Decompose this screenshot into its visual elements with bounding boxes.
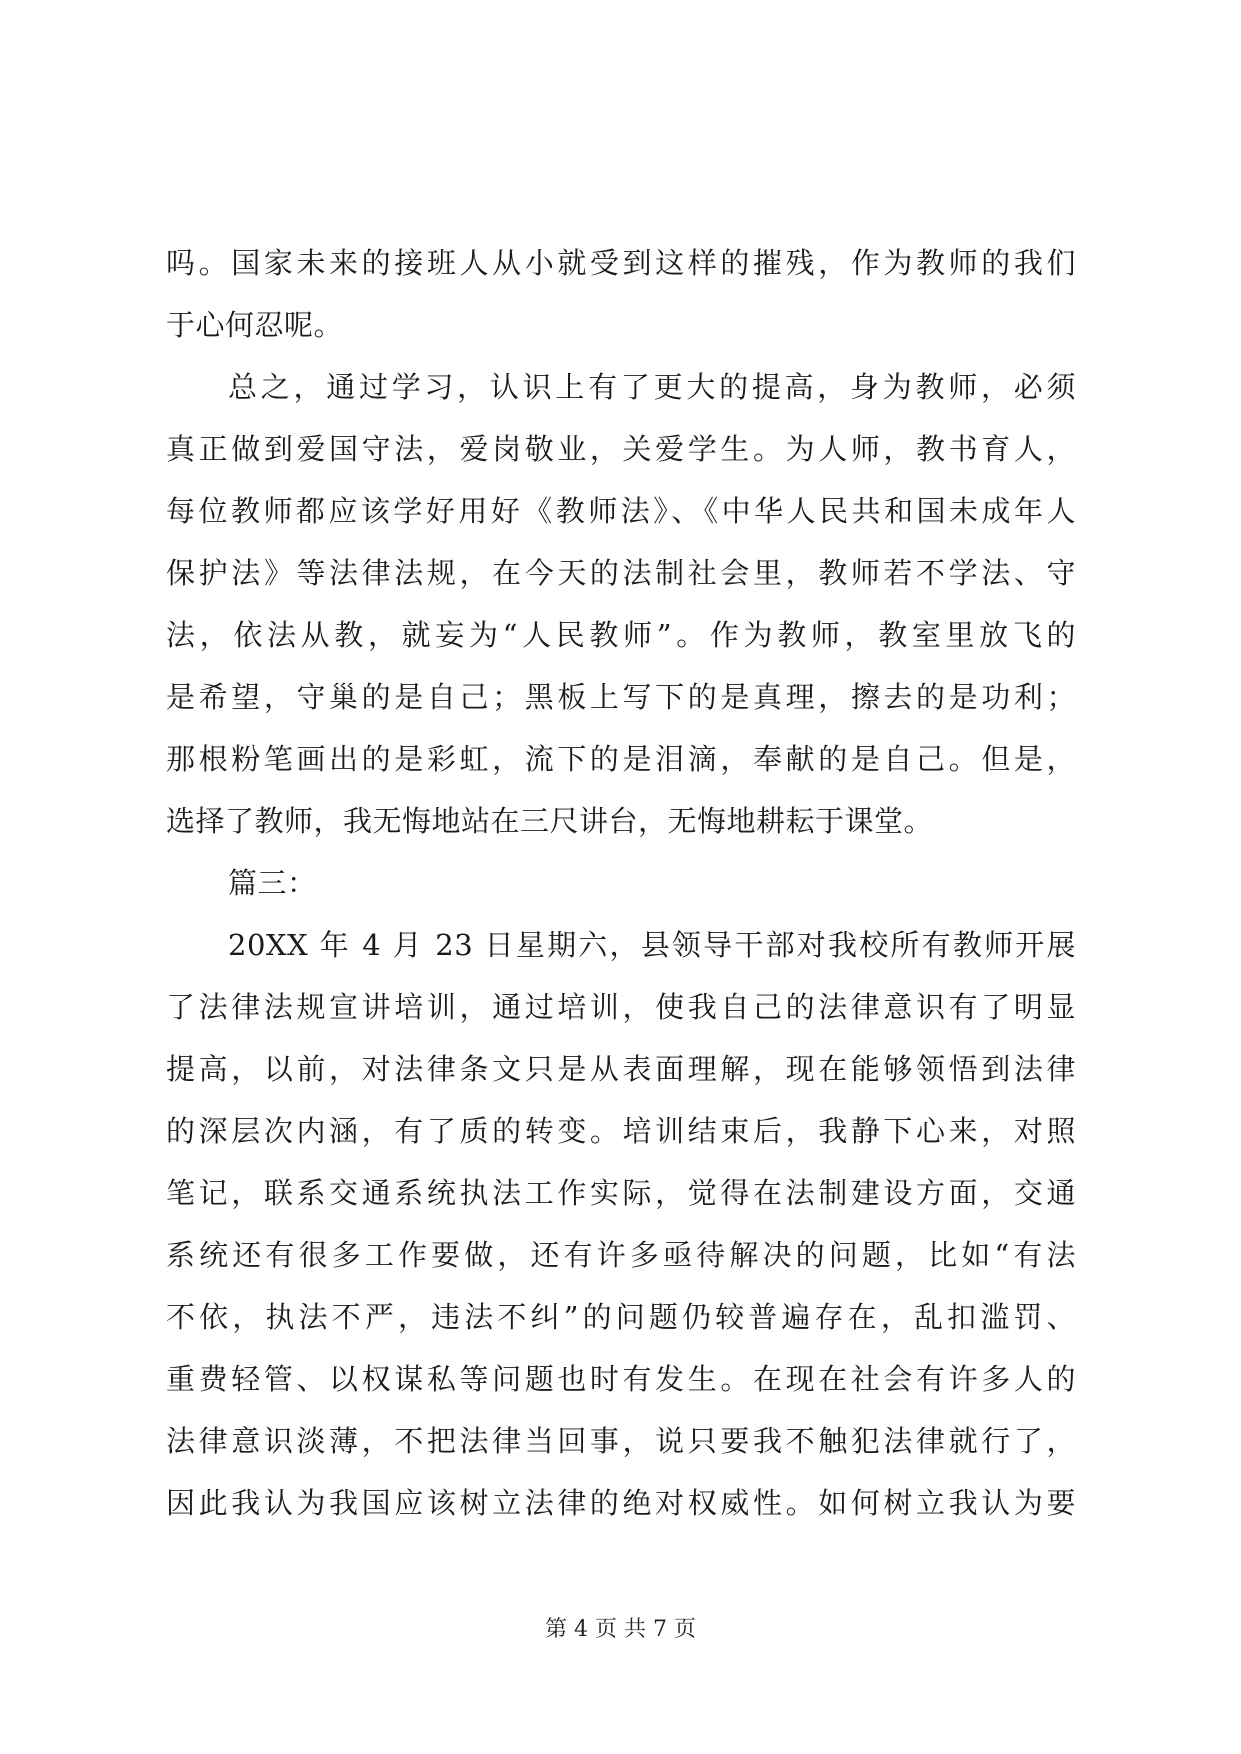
text-line: 是希望，守巢的是自己；黑板上写下的是真理，擦去的是功利； xyxy=(166,680,1076,714)
page-footer: 第 4 页 共 7 页 xyxy=(545,1617,696,1642)
text-line: 因此我认为我国应该树立法律的绝对权威性。如何树立我认为要 xyxy=(166,1486,1076,1520)
text-line: 篇三： xyxy=(228,866,317,900)
text-line: 20XX 年 4 月 23 日星期六，县领导干部对我校所有教师开展 xyxy=(228,928,1076,962)
text-line: 保护法》等法律法规，在今天的法制社会里，教师若不学法、守 xyxy=(166,556,1076,590)
text-line: 于心何忍呢。 xyxy=(166,308,344,342)
text-line: 系统还有很多工作要做，还有许多亟待解决的问题，比如“有法 xyxy=(166,1238,1076,1272)
text-line: 选择了教师，我无悔地站在三尺讲台，无悔地耕耘于课堂。 xyxy=(166,804,934,838)
text-line: 不依，执法不严，违法不纠”的问题仍较普遍存在，乱扣滥罚、 xyxy=(166,1300,1076,1334)
text-line: 总之，通过学习，认识上有了更大的提高，身为教师，必须 xyxy=(228,370,1076,404)
text-line: 每位教师都应该学好用好《教师法》、《中华人民共和国未成年人 xyxy=(166,494,1076,528)
text-line: 吗。国家未来的接班人从小就受到这样的摧残，作为教师的我们 xyxy=(166,246,1076,280)
text-line: 笔记，联系交通系统执法工作实际，觉得在法制建设方面，交通 xyxy=(166,1176,1076,1210)
text-line: 那根粉笔画出的是彩虹，流下的是泪滴，奉献的是自己。但是， xyxy=(166,742,1076,776)
text-line: 的深层次内涵，有了质的转变。培训结束后，我静下心来，对照 xyxy=(166,1114,1076,1148)
text-line: 真正做到爱国守法，爱岗敬业，关爱学生。为人师，教书育人， xyxy=(166,432,1076,466)
text-line: 提高，以前，对法律条文只是从表面理解，现在能够领悟到法律 xyxy=(166,1052,1076,1086)
text-line: 了法律法规宣讲培训，通过培训，使我自己的法律意识有了明显 xyxy=(166,990,1076,1024)
text-line: 法律意识淡薄，不把法律当回事，说只要我不触犯法律就行了， xyxy=(166,1424,1076,1458)
document-body xyxy=(166,232,1076,1534)
text-line: 重费轻管、以权谋私等问题也时有发生。在现在社会有许多人的 xyxy=(166,1362,1076,1396)
text-line: 法，依法从教，就妄为“人民教师”。作为教师，教室里放飞的 xyxy=(166,618,1076,652)
